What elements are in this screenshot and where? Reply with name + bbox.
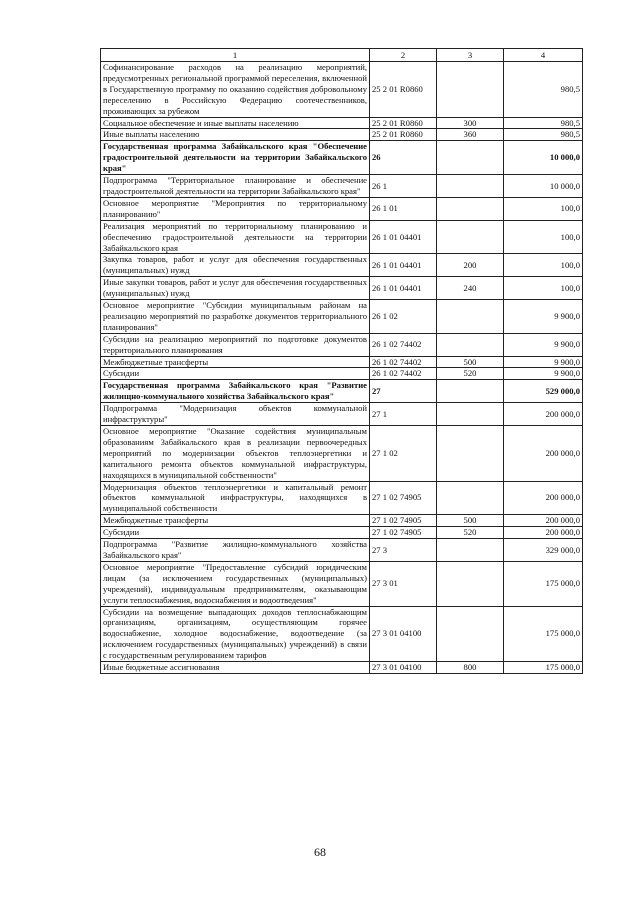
- row-amount-cell: 175 000,0: [504, 606, 583, 662]
- row-amount-cell: 200 000,0: [504, 515, 583, 527]
- table-row: [101, 561, 583, 606]
- row-name-cell: Модернизация объектов теплоэнергетики и капитальный ремонт объектов коммунальной инфраструктуры, находящихся в муниципальной собственности: [101, 481, 370, 515]
- row-amount-cell: 9 900,0: [504, 368, 583, 380]
- row-name-cell: Межбюджетные трансферты: [101, 356, 370, 368]
- row-expense-type-cell: [437, 197, 504, 220]
- budget-table: [100, 48, 583, 674]
- row-name-cell: Основное мероприятие "Оказание содействия муниципальным образованиям Забайкальского края в реализации первоочередных мероприятий по модернизации объектов теплоэнергетики и капитального ремонта объектов коммунальной инфраструктуры, находящихся в муниципальной собственности": [101, 426, 370, 482]
- row-name-cell: Софинансирование расходов на реализацию мероприятий, предусмотренных региональной программой переселения, включенной в Государственную программу по оказанию содействия добровольному переселению в Российскую Федерацию соотечественников, проживающих за рубежом: [101, 62, 370, 118]
- row-name-cell: Иные закупки товаров, работ и услуг для обеспечения государственных (муниципальных) нужд: [101, 277, 370, 300]
- table-body: [101, 62, 583, 674]
- row-expense-type-cell: [437, 539, 504, 562]
- row-expense-type-cell: [437, 333, 504, 356]
- row-expense-type-cell: 360: [437, 129, 504, 141]
- row-code-cell: 25 2 01 R0860: [370, 129, 437, 141]
- row-expense-type-cell: [437, 426, 504, 482]
- row-expense-type-cell: [437, 606, 504, 662]
- row-code-cell: 26 1 02 74402: [370, 356, 437, 368]
- row-code-cell: 27 1 02 74905: [370, 527, 437, 539]
- row-code-cell: 26 1 01: [370, 197, 437, 220]
- row-expense-type-cell: 240: [437, 277, 504, 300]
- table-row: [101, 300, 583, 334]
- table-row: [101, 356, 583, 368]
- row-code-cell: 27 1 02 74905: [370, 481, 437, 515]
- table-row: [101, 117, 583, 129]
- table-row: [101, 254, 583, 277]
- table-row: [101, 481, 583, 515]
- table-row: [101, 527, 583, 539]
- row-code-cell: 27 1: [370, 403, 437, 426]
- table-header-row: [101, 49, 583, 62]
- row-code-cell: 27 3 01 04100: [370, 662, 437, 674]
- row-expense-type-cell: [437, 62, 504, 118]
- row-code-cell: 27: [370, 380, 437, 403]
- row-amount-cell: 329 000,0: [504, 539, 583, 562]
- table-row: [101, 426, 583, 482]
- row-amount-cell: 10 000,0: [504, 175, 583, 198]
- row-amount-cell: 100,0: [504, 220, 583, 254]
- table-row: [101, 403, 583, 426]
- row-expense-type-cell: 520: [437, 527, 504, 539]
- row-amount-cell: 100,0: [504, 277, 583, 300]
- row-name-cell: Субсидии на возмещение выпадающих доходов теплоснабжающим организациям, организациям, осуществляющим горячее водоснабжение, холодное водоснабжение, водоотведение (за исключением государственных (муниципальных) учреждений) в связи с государственным регулированием тарифов: [101, 606, 370, 662]
- row-name-cell: Государственная программа Забайкальского края "Обеспечение градостроительной деятельности на территории Забайкальского края": [101, 141, 370, 175]
- table-row: [101, 129, 583, 141]
- row-code-cell: 26 1 02: [370, 300, 437, 334]
- table-row: [101, 333, 583, 356]
- row-name-cell: Основное мероприятие "Субсидии муниципальным районам на реализацию мероприятий по разработке документов территориального планирования": [101, 300, 370, 334]
- header-cell-code: 2: [370, 49, 437, 62]
- table-row: [101, 380, 583, 403]
- row-name-cell: Субсидии: [101, 368, 370, 380]
- row-code-cell: 25 2 01 R0860: [370, 62, 437, 118]
- table-row: [101, 62, 583, 118]
- row-name-cell: Закупка товаров, работ и услуг для обеспечения государственных (муниципальных) нужд: [101, 254, 370, 277]
- row-expense-type-cell: [437, 300, 504, 334]
- row-name-cell: Субсидии на реализацию мероприятий по подготовке документов территориального планирования: [101, 333, 370, 356]
- row-amount-cell: 100,0: [504, 254, 583, 277]
- row-code-cell: 27 3 01 04100: [370, 606, 437, 662]
- row-code-cell: 26 1 01 04401: [370, 254, 437, 277]
- page-number: 68: [314, 845, 326, 859]
- row-name-cell: Государственная программа Забайкальского края "Развитие жилищно-коммунального хозяйства Забайкальского края": [101, 380, 370, 403]
- row-expense-type-cell: 800: [437, 662, 504, 674]
- row-amount-cell: 9 900,0: [504, 333, 583, 356]
- row-code-cell: 27 3 01: [370, 561, 437, 606]
- table-row: [101, 141, 583, 175]
- row-expense-type-cell: [437, 403, 504, 426]
- table-row: [101, 539, 583, 562]
- row-code-cell: 26 1: [370, 175, 437, 198]
- table-row: [101, 175, 583, 198]
- row-code-cell: 27 1 02 74905: [370, 515, 437, 527]
- row-code-cell: 26 1 02 74402: [370, 368, 437, 380]
- budget-table-page: [100, 48, 582, 674]
- row-amount-cell: 529 000,0: [504, 380, 583, 403]
- row-expense-type-cell: [437, 561, 504, 606]
- row-amount-cell: 980,5: [504, 62, 583, 118]
- table-row: [101, 606, 583, 662]
- row-code-cell: 26 1 01 04401: [370, 277, 437, 300]
- row-code-cell: 26: [370, 141, 437, 175]
- row-amount-cell: 100,0: [504, 197, 583, 220]
- row-name-cell: Иные бюджетные ассигнования: [101, 662, 370, 674]
- row-expense-type-cell: 500: [437, 356, 504, 368]
- row-amount-cell: 175 000,0: [504, 662, 583, 674]
- table-row: [101, 197, 583, 220]
- row-name-cell: Субсидии: [101, 527, 370, 539]
- row-name-cell: Основное мероприятие "Мероприятия по территориальному планированию": [101, 197, 370, 220]
- row-name-cell: Реализация мероприятий по территориальному планированию и обеспечению градостроительной деятельности на территории Забайкальского края: [101, 220, 370, 254]
- row-code-cell: 26 1 01 04401: [370, 220, 437, 254]
- row-amount-cell: 200 000,0: [504, 527, 583, 539]
- row-code-cell: 27 3: [370, 539, 437, 562]
- row-expense-type-cell: [437, 481, 504, 515]
- row-name-cell: Социальное обеспечение и иные выплаты населению: [101, 117, 370, 129]
- row-name-cell: Основное мероприятие "Предоставление субсидий юридическим лицам (за исключением государственных (муниципальных) учреждений), индивидуальным предпринимателям, оказывающим услуги теплоснабжения, водоснабжения и водоотведения": [101, 561, 370, 606]
- row-expense-type-cell: [437, 175, 504, 198]
- header-cell-amount: 4: [504, 49, 583, 62]
- row-code-cell: 26 1 02 74402: [370, 333, 437, 356]
- table-row: [101, 662, 583, 674]
- row-expense-type-cell: 520: [437, 368, 504, 380]
- table-row: [101, 368, 583, 380]
- row-name-cell: Подпрограмма "Модернизация объектов коммунальной инфраструктуры": [101, 403, 370, 426]
- row-amount-cell: 10 000,0: [504, 141, 583, 175]
- table-row: [101, 277, 583, 300]
- row-amount-cell: 9 900,0: [504, 300, 583, 334]
- row-code-cell: 27 1 02: [370, 426, 437, 482]
- row-amount-cell: 175 000,0: [504, 561, 583, 606]
- row-name-cell: Подпрограмма "Территориальное планирование и обеспечение градостроительной деятельности на территории Забайкальского края": [101, 175, 370, 198]
- table-row: [101, 515, 583, 527]
- table-row: [101, 220, 583, 254]
- row-amount-cell: 200 000,0: [504, 481, 583, 515]
- row-expense-type-cell: [437, 220, 504, 254]
- row-amount-cell: 980,5: [504, 129, 583, 141]
- row-amount-cell: 200 000,0: [504, 403, 583, 426]
- row-code-cell: 25 2 01 R0860: [370, 117, 437, 129]
- header-cell-expense-type: 3: [437, 49, 504, 62]
- row-name-cell: Подпрограмма "Развитие жилищно-коммунального хозяйства Забайкальского края": [101, 539, 370, 562]
- row-expense-type-cell: 500: [437, 515, 504, 527]
- row-amount-cell: 9 900,0: [504, 356, 583, 368]
- row-amount-cell: 200 000,0: [504, 426, 583, 482]
- row-expense-type-cell: 200: [437, 254, 504, 277]
- row-expense-type-cell: [437, 141, 504, 175]
- row-amount-cell: 980,5: [504, 117, 583, 129]
- row-name-cell: Межбюджетные трансферты: [101, 515, 370, 527]
- header-cell-name: 1: [101, 49, 370, 62]
- row-expense-type-cell: [437, 380, 504, 403]
- row-name-cell: Иные выплаты населению: [101, 129, 370, 141]
- row-expense-type-cell: 300: [437, 117, 504, 129]
